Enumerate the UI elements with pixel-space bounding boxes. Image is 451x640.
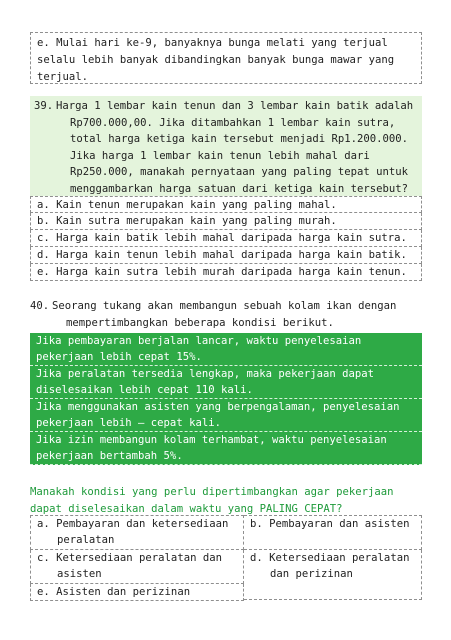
question-39	[30, 96, 422, 196]
question-40-options	[30, 515, 422, 601]
option-a[interactable]: a. Kain tenun merupakan kain yang paling mahal.	[30, 196, 422, 213]
option-c[interactable]: c. Harga kain batik lebih mahal daripada harga kain sutra.	[30, 230, 422, 247]
question-stem	[56, 98, 416, 197]
options-row	[30, 515, 422, 550]
option-b[interactable]: b. Pembayaran dan asisten	[244, 515, 422, 550]
condition-item: Jika pembayaran berjalan lancar, waktu penyelesaian pekerjaan lebih cepat 15%.	[30, 333, 422, 366]
stem-line: total harga ketiga kain tersebut menjadi Rp1.200.000.	[70, 133, 409, 145]
stem-line: mempertimbangkan beberapa kondisi berikut.	[66, 316, 334, 329]
option-e[interactable]: e. Asisten dan perizinan	[30, 584, 244, 601]
option-d[interactable]: d. Harga kain tenun lebih mahal daripada harga kain batik.	[30, 247, 422, 264]
option-a[interactable]: a. Pembayaran dan ketersediaan peralatan	[30, 515, 244, 550]
condition-list	[30, 333, 422, 465]
condition-item: Jika peralatan tersedia lengkap, maka pekerjaan dapat diselesaikan lebih cepat 110 kali.	[30, 366, 422, 399]
question-39-options	[30, 196, 422, 281]
question-stem	[52, 298, 412, 331]
stem-line: Rp250.000, manakah pernyataan yang paling tepat untuk	[70, 166, 409, 178]
stem-line: menggambarkan harga satuan dari ketiga kain tersebut?	[70, 182, 409, 195]
option-c[interactable]: c. Ketersediaan peralatan dan asisten	[30, 550, 244, 584]
stem-line: Jika harga 1 lembar kain tenun lebih mahal dari	[70, 149, 370, 162]
condition-item: Jika izin membangun kolam terhambat, waktu penyelesaian pekerjaan bertambah 5%.	[30, 432, 422, 465]
options-row	[30, 550, 422, 584]
stem-line: Harga 1 lembar kain tenun dan 3 lembar kain batik adalah	[56, 100, 414, 112]
previous-question-option-e	[30, 32, 422, 84]
question-40	[30, 298, 422, 331]
stem-line: Seorang tukang akan membangun sebuah kolam ikan dengan	[52, 300, 397, 312]
question-prompt: Manakah kondisi yang perlu dipertimbangkan agar pekerjaan dapat diselesaikan dalam waktu yang PALING CEPAT?	[30, 486, 394, 515]
question-number: 39.	[34, 100, 54, 112]
option-text: e. Mulai hari ke-9, banyaknya bunga melati yang terjual selalu lebih banyak dibandingkan banyak bunga mawar yang terjual.	[37, 37, 395, 83]
stem-line: Rp700.000,00. Jika ditambahkan 1 lembar kain sutra,	[70, 116, 396, 129]
option-b[interactable]: b. Kain sutra merupakan kain yang paling murah.	[30, 213, 422, 230]
option-d[interactable]: d. Ketersediaan peralatan dan perizinan	[244, 550, 422, 600]
option-e[interactable]: e. Harga kain sutra lebih murah daripada harga kain tenun.	[30, 264, 422, 281]
condition-item: Jika menggunakan asisten yang berpengalaman, penyelesaian pekerjaan lebih – cepat kali.	[30, 399, 422, 432]
question-number: 40.	[30, 300, 50, 312]
